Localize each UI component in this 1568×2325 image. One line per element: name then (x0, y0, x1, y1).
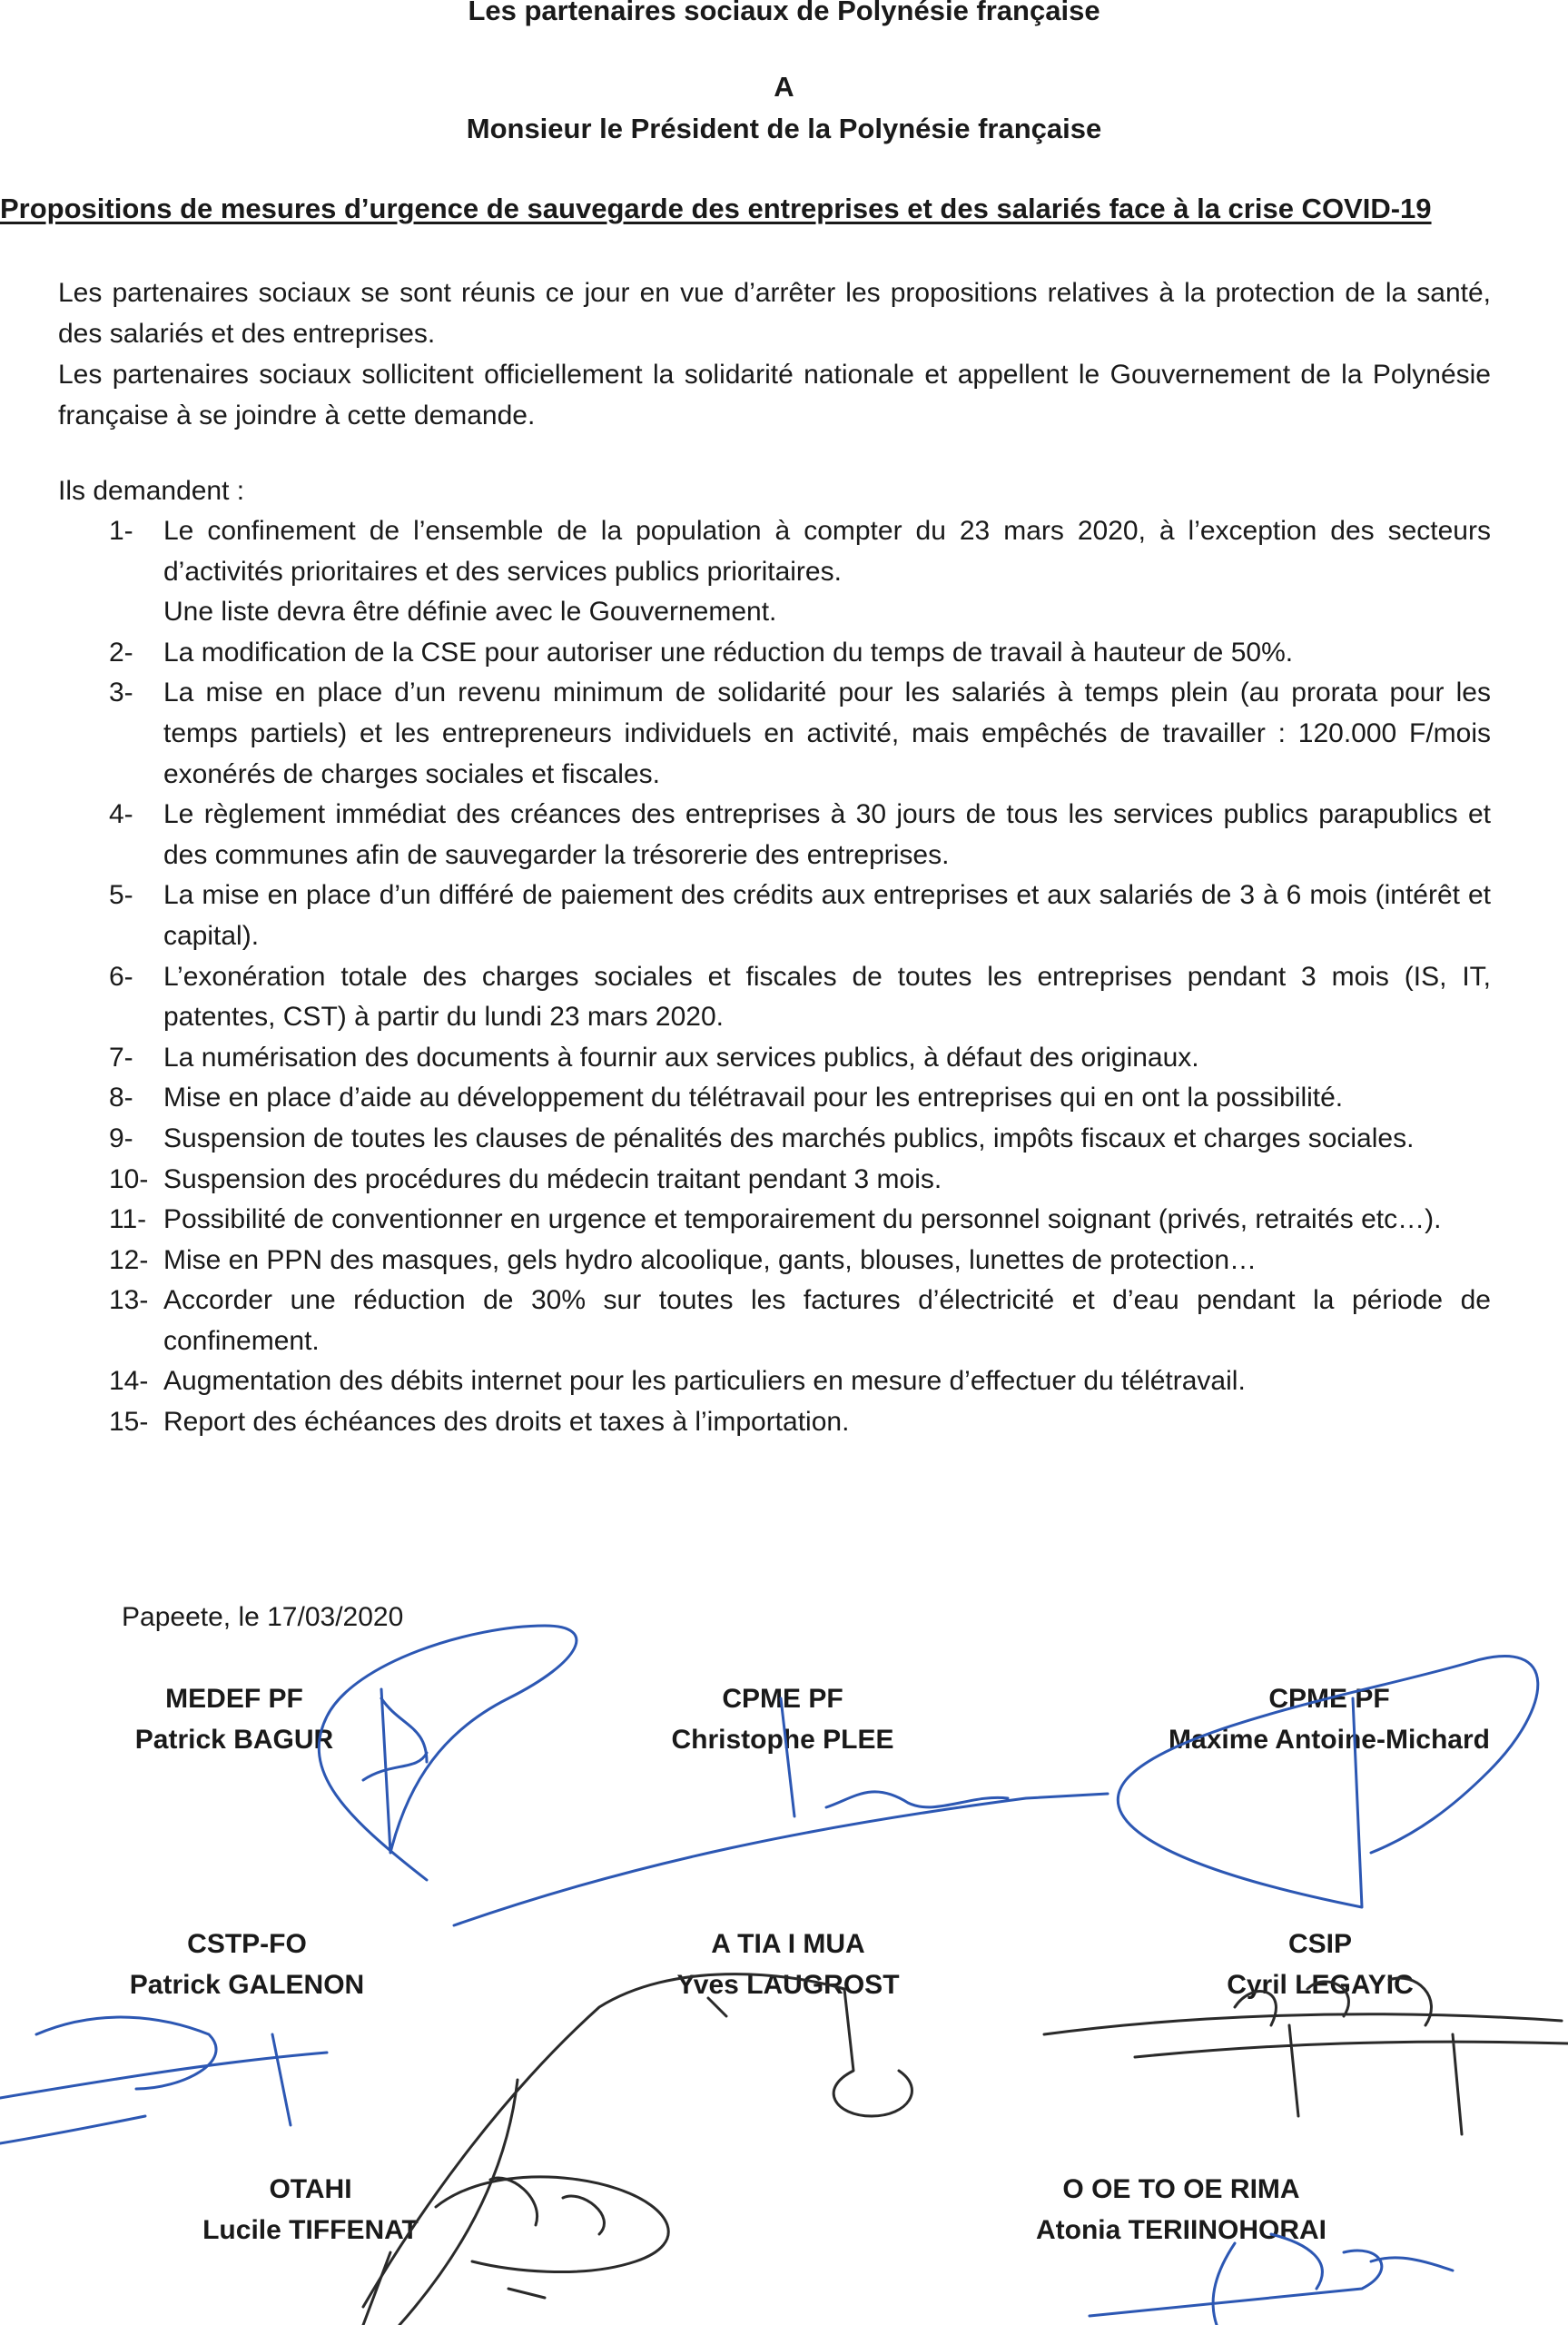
list-item (109, 1241, 1491, 1281)
signatory-org-a-tia-i-mua: A TIA I MUA (711, 1929, 865, 1959)
list-item (109, 1078, 1491, 1119)
item-text: L’exonération totale des charges sociales et fiscales de toutes les entreprises pendant 3 mois (IS, IT, patentes, CST) à partir du lundi 23 mars 2020. (163, 961, 1491, 1033)
place-date: Papeete, le 17/03/2020 (122, 1602, 404, 1632)
list-item (109, 1281, 1491, 1361)
item-number: 4- (109, 799, 133, 830)
signatory-name-plee: Christophe PLEE (671, 1725, 894, 1755)
item-text: Augmentation des débits internet pour les particuliers en mesure d’effectuer du télétravail. (163, 1366, 1246, 1397)
list-item (109, 1402, 1491, 1443)
item-text: Le règlement immédiat des créances des entreprises à 30 jours de tous les services publics parapublics et des communes afin de sauvegarder la trésorerie des entreprises. (163, 799, 1491, 870)
item-text: Possibilité de conventionner en urgence et temporairement du personnel soignant (privés, retraités etc…). (163, 1204, 1442, 1235)
item-text: Le confinement de l’ensemble de la population à compter du 23 mars 2020, à l’exception des secteurs d’activités prioritaires et des services publics prioritaires. (163, 516, 1491, 587)
list-item (109, 673, 1491, 795)
signatory-org-cpme-1: CPME PF (722, 1684, 843, 1714)
item-number: 13- (109, 1285, 149, 1316)
signatory-org-o-oe-to-oe-rima: O OE TO OE RIMA (1062, 2174, 1300, 2204)
signatory-org-csip: CSIP (1287, 1929, 1353, 1959)
list-item (109, 1200, 1491, 1241)
signature-laugrost (363, 1974, 912, 2325)
item-text: Mise en place d’aide au développement du télétravail pour les entreprises qui en ont la possibilité. (163, 1083, 1344, 1113)
item-number: 8- (109, 1083, 133, 1113)
item-text: Suspension des procédures du médecin traitant pendant 3 mois. (163, 1163, 942, 1194)
item-text: Mise en PPN des masques, gels hydro alcoolique, gants, blouses, lunettes de protection… (163, 1244, 1257, 1275)
signatory-name-antoine-michard: Maxime Antoine-Michard (1169, 1725, 1490, 1755)
item-number: 2- (109, 637, 133, 668)
item-number: 14- (109, 1366, 149, 1397)
list-item (109, 511, 1491, 633)
signatory-name-tiffenat: Lucile TIFFENAT (202, 2215, 419, 2245)
item-number: 12- (109, 1244, 149, 1275)
item-text: Report des échéances des droits et taxes à l’importation. (163, 1407, 850, 1438)
intro-paragraph-2: Les partenaires sociaux sollicitent officiellement la solidarité nationale et appellent le Gouvernement de la Polynésie française à se joindre à cette demande. (58, 360, 1491, 430)
signatory-name-laugrost: Yves LAUGROST (676, 1970, 900, 2000)
item-number: 10- (109, 1163, 149, 1194)
signatory-name-galenon: Patrick GALENON (129, 1970, 365, 2000)
item-note: Une liste devra être définie avec le Gouvernement. (163, 597, 777, 628)
item-text: La mise en place d’un revenu minimum de solidarité pour les salariés à temps plein (au prorata pour les temps partiels) et les entrepreneurs individuels en activité, mais empêchés de travailler : 120.000 F/mois exonérés de charges sociales et fiscales. (163, 678, 1491, 789)
signatory-org-cpme-2: CPME PF (1268, 1684, 1390, 1714)
signatory-name-bagur: Patrick BAGUR (134, 1725, 334, 1755)
intro-paragraph-1: Les partenaires sociaux se sont réunis ce jour en vue d’arrêter les propositions relatives à la protection de la santé, des salariés et des entreprises. (58, 278, 1491, 349)
signatory-name-teriinohorai: Atonia TERIINOHORAI (1036, 2215, 1326, 2245)
list-item (109, 876, 1491, 956)
item-number: 5- (109, 880, 133, 911)
demands-heading: Ils demandent : (58, 476, 245, 506)
list-item (109, 1361, 1491, 1402)
signature-legayic (1044, 1978, 1568, 2134)
subject-heading: Propositions de mesures d’urgence de sauvegarde des entreprises et des salariés face à la crise COVID-19 (0, 193, 1432, 224)
item-text: La modification de la CSE pour autoriser une réduction du temps de travail à hauteur de 50%. (163, 637, 1294, 668)
list-item (109, 957, 1491, 1038)
recipient: Monsieur le Président de la Polynésie française (466, 113, 1102, 144)
item-text: La numérisation des documents à fournir aux services publics, à défaut des originaux. (163, 1042, 1199, 1073)
list-item (109, 633, 1491, 674)
signatory-name-legayic: Cyril LEGAYIC (1227, 1970, 1414, 2000)
item-text: Suspension de toutes les clauses de pénalités des marchés publics, impôts fiscaux et charges sociales. (163, 1123, 1415, 1153)
item-number: 6- (109, 961, 133, 992)
list-item (109, 1160, 1491, 1201)
signature-teriinohorai (1090, 2234, 1453, 2325)
item-number: 3- (109, 678, 133, 708)
list-item (109, 795, 1491, 876)
item-text: La mise en place d’un différé de paiement des crédits aux entreprises et aux salariés de 3 à 6 mois (intérêt et capital). (163, 880, 1491, 951)
demands-list (109, 511, 1491, 1443)
document-title: Les partenaires sociaux de Polynésie française (468, 0, 1100, 26)
signatory-org-cstp-fo: CSTP-FO (187, 1929, 307, 1959)
signatory-org-medef: MEDEF PF (165, 1684, 303, 1714)
item-number: 15- (109, 1407, 149, 1438)
signature-galenon (0, 2017, 327, 2143)
item-number: 9- (109, 1123, 133, 1153)
item-number: 11- (109, 1204, 147, 1235)
list-item (109, 1119, 1491, 1160)
addressee-prefix: A (774, 71, 794, 103)
item-number: 7- (109, 1042, 133, 1073)
item-text: Accorder une réduction de 30% sur toutes les factures d’électricité et d’eau pendant la période de confinement. (163, 1285, 1491, 1356)
signatory-org-otahi: OTAHI (269, 2174, 352, 2204)
list-item (109, 1038, 1491, 1079)
item-number: 1- (109, 516, 133, 546)
